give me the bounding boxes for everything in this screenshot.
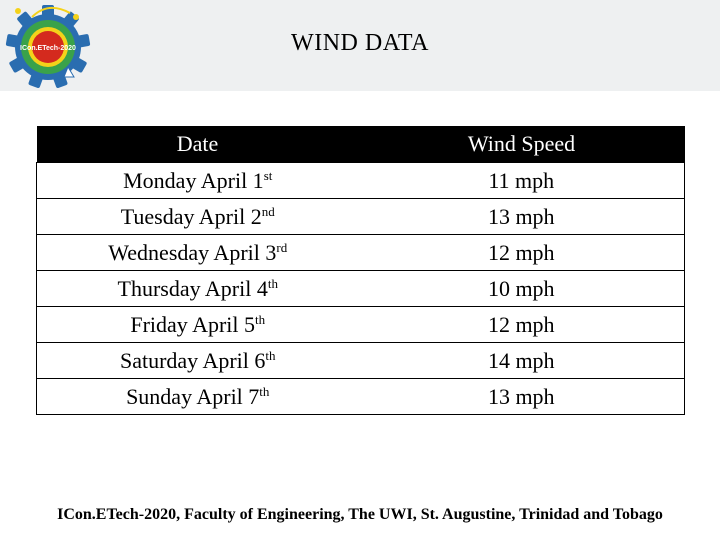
wind-speed-cell: 11 mph — [359, 163, 685, 199]
day-text: Friday April 5 — [130, 311, 256, 337]
table-row — [37, 271, 685, 307]
table-row — [37, 379, 685, 415]
date-cell — [37, 163, 359, 199]
date-cell — [37, 235, 359, 271]
slide-footer: ICon.ETech-2020, Faculty of Engineering, The UWI, St. Augustine, Trinidad and Tobago — [57, 506, 663, 523]
wind-speed-cell: 12 mph — [359, 235, 685, 271]
date-cell — [37, 199, 359, 235]
wind-speed-cell: 14 mph — [359, 343, 685, 379]
ordinal-suffix: st — [263, 167, 273, 183]
ordinal-suffix: nd — [261, 203, 275, 219]
date-cell — [37, 379, 359, 415]
table-row — [37, 199, 685, 235]
column-header-date: Date — [37, 126, 359, 163]
table-header-row — [37, 126, 685, 163]
day-text: Wednesday April 3 — [108, 239, 277, 265]
column-header-wind-speed: Wind Speed — [359, 126, 685, 163]
table-row — [37, 235, 685, 271]
day-text: Saturday April 6 — [119, 347, 266, 373]
table-row — [37, 307, 685, 343]
date-cell — [37, 343, 359, 379]
ordinal-suffix: th — [265, 347, 276, 363]
table-row — [37, 343, 685, 379]
wind-data-table — [36, 126, 685, 415]
wind-speed-cell: 12 mph — [359, 307, 685, 343]
day-text: Monday April 1 — [123, 167, 264, 193]
wind-speed-cell: 13 mph — [359, 199, 685, 235]
ordinal-suffix: th — [267, 275, 278, 291]
slide-title: WIND DATA — [291, 30, 429, 56]
day-text: Sunday April 7 — [126, 383, 260, 409]
ordinal-suffix: rd — [276, 239, 288, 255]
date-cell — [37, 271, 359, 307]
logo-text: ICon.ETech-2020 — [20, 45, 76, 52]
day-text: Thursday April 4 — [117, 275, 268, 301]
day-text: Tuesday April 2 — [120, 203, 262, 229]
wind-speed-cell: 13 mph — [359, 379, 685, 415]
table-row — [37, 163, 685, 199]
wind-speed-cell: 10 mph — [359, 271, 685, 307]
date-cell — [37, 307, 359, 343]
ordinal-suffix: th — [259, 383, 270, 399]
ordinal-suffix: th — [255, 311, 266, 327]
